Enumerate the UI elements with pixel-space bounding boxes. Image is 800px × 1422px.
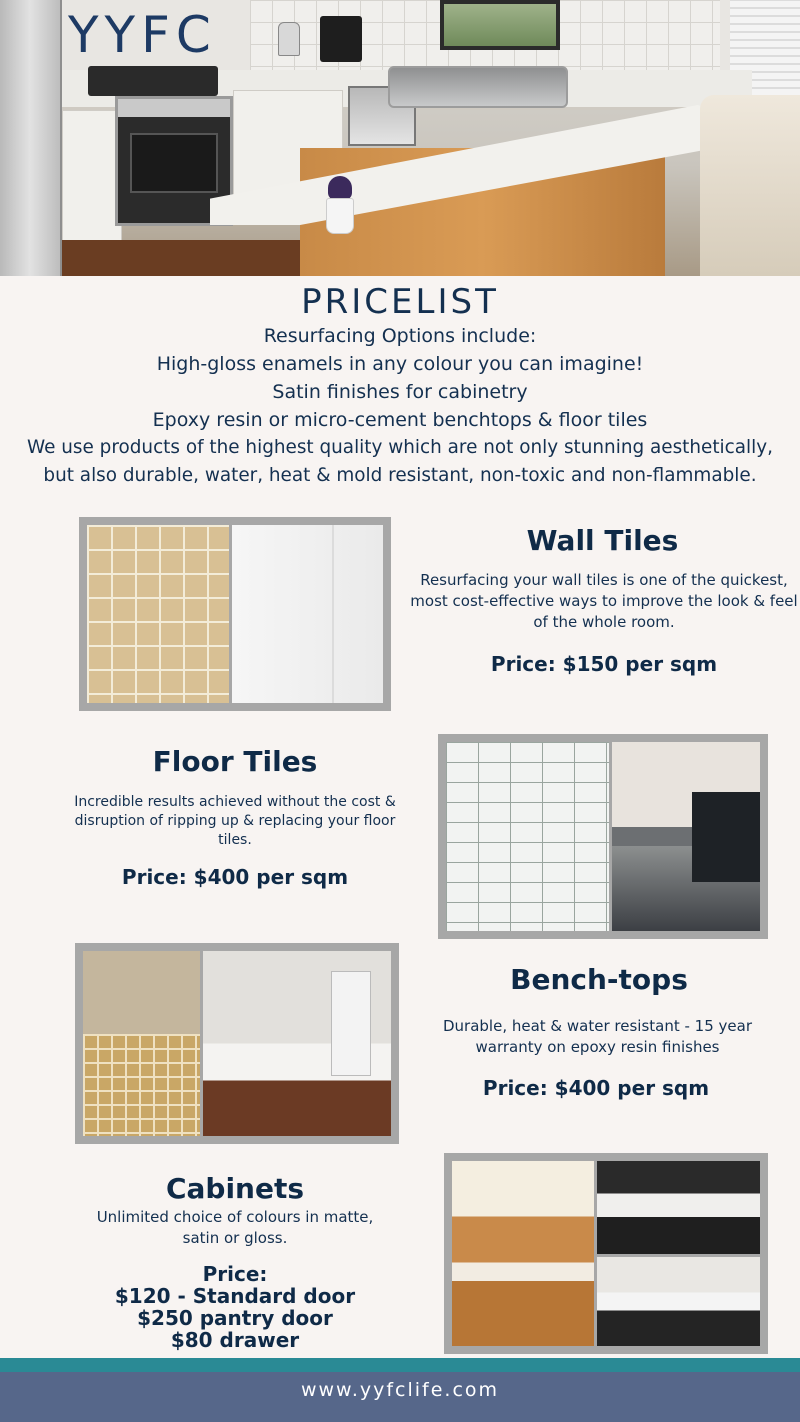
footer	[0, 1372, 800, 1422]
cabinets-price-label: Price:	[202, 1262, 268, 1286]
cabinets-photo	[444, 1153, 768, 1354]
floor-tiles-photo	[438, 734, 768, 939]
cabinets-description: Unlimited choice of colours in matte, satin or gloss.	[96, 1208, 374, 1247]
bench-tops-photo	[75, 943, 399, 1144]
intro-line: Resurfacing Options include:	[263, 325, 537, 347]
intro-line: but also durable, water, heat & mold resistant, non-toxic and non-flammable.	[43, 465, 757, 486]
brand-logo: YYFC	[68, 6, 217, 64]
bench-tops-title: Bench-tops	[510, 963, 688, 996]
cabinets-title: Cabinets	[165, 1172, 305, 1205]
website-link[interactable]: www.yyfclife.com	[300, 1379, 500, 1401]
wall-tiles-title: Wall Tiles	[526, 524, 679, 557]
intro-line: High-gloss enamels in any colour you can imagine!	[156, 353, 644, 375]
cabinets-price-item: $80 drawer	[170, 1328, 300, 1352]
wall-tiles-description: Resurfacing your wall tiles is one of the quickest, most cost-effective ways to improve the look & feel of the whole room.	[410, 571, 798, 631]
cabinets-price-item: $250 pantry door	[137, 1306, 333, 1330]
floor-tiles-price: Price: $400 per sqm	[121, 865, 349, 889]
intro-line: Epoxy resin or micro-cement benchtops & floor tiles	[152, 409, 648, 431]
bench-tops-description: Durable, heat & water resistant - 15 year warranty on epoxy resin finishes	[442, 1017, 752, 1056]
floor-tiles-title: Floor Tiles	[152, 745, 318, 778]
floor-tiles-description: Incredible results achieved without the cost & disruption of ripping up & replacing your floor tiles.	[74, 794, 396, 848]
bench-tops-price: Price: $400 per sqm	[482, 1076, 710, 1100]
page-title: PRICELIST	[301, 282, 499, 322]
wall-tiles-price: Price: $150 per sqm	[490, 652, 718, 676]
wall-tiles-photo	[79, 517, 391, 711]
intro-text	[0, 322, 800, 490]
intro-line: We use products of the highest quality which are not only stunning aesthetically,	[27, 437, 773, 458]
footer-accent-bar	[0, 1358, 800, 1372]
intro-line: Satin finishes for cabinetry	[272, 381, 528, 403]
cabinets-price-item: $120 - Standard door	[114, 1284, 356, 1308]
cabinets-price-block	[40, 1263, 430, 1351]
